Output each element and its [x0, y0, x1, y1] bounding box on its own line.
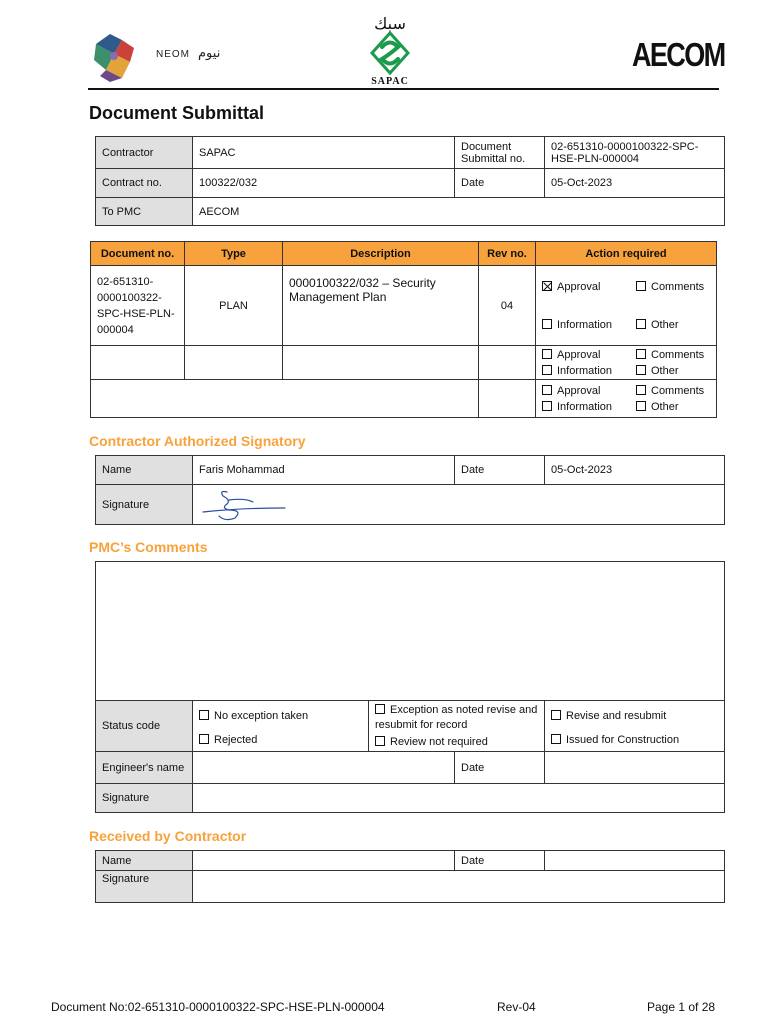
- description-cell: 0000100322/032 – Security Management Plan: [283, 266, 479, 346]
- pmc-heading: PMC’s Comments: [89, 539, 208, 555]
- header-document-no: Document no.: [91, 242, 185, 266]
- type-cell: PLAN: [185, 266, 283, 346]
- name-label: Name: [96, 851, 193, 871]
- handwritten-signature: [199, 488, 289, 522]
- documents-table: [90, 241, 717, 418]
- rev-cell: 04: [479, 266, 536, 346]
- neom-logo: [92, 30, 232, 82]
- signature-field[interactable]: [193, 871, 725, 903]
- footer-page-number: Page 1 of 28: [647, 1000, 716, 1014]
- checkbox-icon: [542, 349, 552, 359]
- signature-label: Signature: [96, 871, 193, 903]
- no-exception-checkbox[interactable]: No exception taken: [199, 710, 308, 722]
- checkbox-icon: [551, 734, 561, 744]
- name-value: Faris Mohammad: [193, 456, 455, 485]
- information-checkbox[interactable]: Information: [542, 365, 636, 377]
- page-title: Document Submittal: [89, 103, 265, 123]
- checkbox-icon: [199, 710, 209, 720]
- signature-cell: [193, 485, 725, 525]
- checkbox-icon: [199, 734, 209, 744]
- issued-construction-checkbox[interactable]: Issued for Construction: [551, 734, 679, 746]
- name-field[interactable]: [193, 851, 455, 871]
- other-checkbox[interactable]: Other: [636, 319, 716, 331]
- checkbox-icon: [542, 401, 552, 411]
- date-value: 05-Oct-2023: [545, 456, 725, 485]
- doc-no-cell: 02-651310-0000100322-SPC-HSE-PLN-000004: [91, 266, 185, 346]
- status-col-1: [193, 701, 369, 752]
- header-rev-no: Rev no.: [479, 242, 536, 266]
- sapac-logo: [352, 14, 428, 86]
- contract-info-table: [95, 136, 725, 226]
- checkbox-icon: [636, 385, 646, 395]
- neom-wordmark: NEOM: [156, 49, 190, 60]
- sapac-arabic-wordmark: سبك: [374, 16, 406, 33]
- signatory-heading: Contractor Authorized Signatory: [89, 433, 306, 449]
- contract-no-label: Contract no.: [96, 169, 193, 198]
- checkbox-icon: [375, 736, 385, 746]
- checkbox-icon: [551, 710, 561, 720]
- approval-checkbox[interactable]: Approval: [542, 385, 636, 397]
- date-field[interactable]: [545, 752, 725, 784]
- action-cell: [536, 266, 717, 346]
- header-rule: [88, 88, 719, 90]
- date-label: Date: [455, 851, 545, 871]
- approval-checkbox[interactable]: Approval: [542, 349, 636, 361]
- checkbox-icon: [542, 385, 552, 395]
- header-type: Type: [185, 242, 283, 266]
- name-label: Name: [96, 456, 193, 485]
- engineer-name-field[interactable]: [193, 752, 455, 784]
- exception-noted-checkbox[interactable]: Exception as noted revise and resubmit for record: [375, 704, 538, 731]
- received-heading: Received by Contractor: [89, 828, 247, 844]
- other-checkbox[interactable]: Other: [636, 365, 716, 377]
- submittal-no-label: Document Submittal no.: [455, 137, 545, 169]
- pmc-comments-table: [95, 561, 725, 813]
- contractor-value: SAPAC: [193, 137, 455, 169]
- date-field[interactable]: [545, 851, 725, 871]
- contractor-label: Contractor: [96, 137, 193, 169]
- checked-box-icon: [542, 281, 552, 291]
- date-label: Date: [455, 169, 545, 198]
- information-checkbox[interactable]: Information: [542, 401, 636, 413]
- to-pmc-label: To PMC: [96, 198, 193, 226]
- comments-area[interactable]: [96, 562, 725, 701]
- information-checkbox[interactable]: Information: [542, 319, 636, 331]
- signature-label: Signature: [96, 784, 193, 813]
- checkbox-icon: [375, 704, 385, 714]
- date-label: Date: [455, 752, 545, 784]
- header-description: Description: [283, 242, 479, 266]
- neom-arabic-wordmark: نيوم: [198, 45, 221, 60]
- table-row: [91, 346, 717, 380]
- checkbox-icon: [636, 319, 646, 329]
- checkbox-icon: [636, 365, 646, 375]
- received-table: [95, 850, 725, 903]
- footer-doc-no: Document No:02-651310-0000100322-SPC-HSE-PLN-000004: [51, 1000, 385, 1014]
- signature-field[interactable]: [193, 784, 725, 813]
- signature-label: Signature: [96, 485, 193, 525]
- review-not-required-checkbox[interactable]: Review not required: [375, 736, 488, 748]
- footer-rev: Rev-04: [497, 1000, 536, 1014]
- table-row: [91, 380, 717, 418]
- comments-checkbox[interactable]: Comments: [636, 281, 716, 293]
- action-cell: [536, 380, 717, 418]
- engineer-name-label: Engineer's name: [96, 752, 193, 784]
- rejected-checkbox[interactable]: Rejected: [199, 734, 257, 746]
- checkbox-icon: [636, 349, 646, 359]
- sapac-wordmark: SAPAC: [371, 76, 409, 87]
- checkbox-icon: [542, 319, 552, 329]
- status-code-label: Status code: [96, 701, 193, 752]
- checkbox-icon: [636, 281, 646, 291]
- status-col-2: [369, 701, 545, 752]
- aecom-logo: AECOM: [632, 36, 725, 73]
- signatory-table: [95, 455, 725, 525]
- date-label: Date: [455, 456, 545, 485]
- date-value: 05-Oct-2023: [545, 169, 725, 198]
- status-col-3: [545, 701, 725, 752]
- neom-mark-icon: [92, 30, 136, 82]
- approval-checkbox[interactable]: Approval: [542, 281, 636, 293]
- action-cell: [536, 346, 717, 380]
- table-row: [91, 266, 717, 346]
- contract-no-value: 100322/032: [193, 169, 455, 198]
- comments-checkbox[interactable]: Comments: [636, 385, 716, 397]
- checkbox-icon: [542, 365, 552, 375]
- comments-checkbox[interactable]: Comments: [636, 349, 716, 361]
- submittal-no-value: 02-651310-0000100322-SPC-HSE-PLN-000004: [545, 137, 725, 169]
- to-pmc-value: AECOM: [193, 198, 725, 226]
- revise-resubmit-checkbox[interactable]: Revise and resubmit: [551, 710, 666, 722]
- checkbox-icon: [636, 401, 646, 411]
- header-action-required: Action required: [536, 242, 717, 266]
- other-checkbox[interactable]: Other: [636, 401, 716, 413]
